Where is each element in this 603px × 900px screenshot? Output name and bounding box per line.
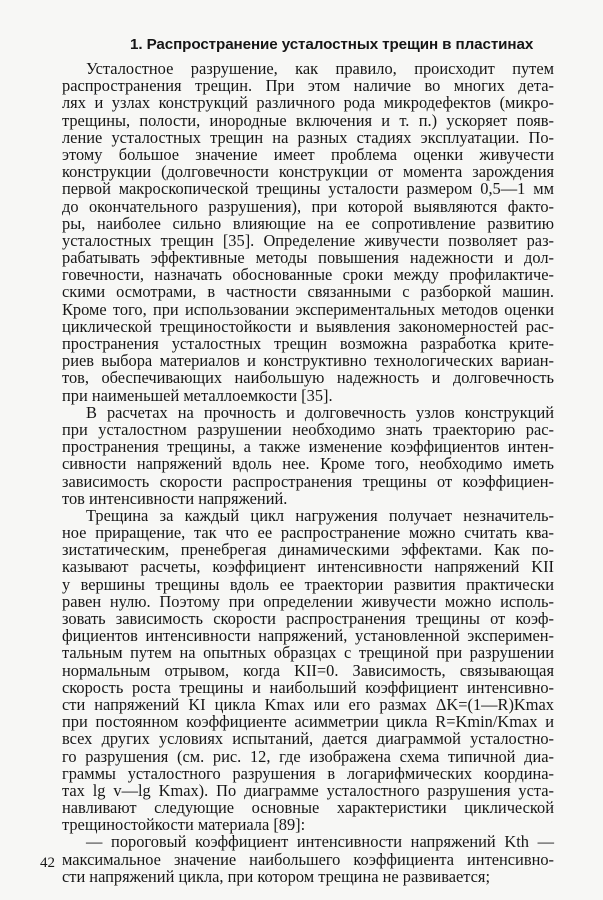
text-line: первой макроскопической трещины усталости размером 0,5—1 мм bbox=[62, 179, 554, 199]
text-line: тальным путем на опытных образцах с трещиной при разрушении bbox=[62, 643, 554, 663]
text-line: В расчетах на прочность и долговечность узлов конструкций bbox=[86, 402, 554, 422]
text-line: граммы усталостного разрушения в логарифмических координа- bbox=[62, 763, 554, 783]
text-line: пространения трещины, а также изменение коэффициентов интен- bbox=[62, 437, 554, 457]
text-line: риев выбора материалов и конструктивно технологических вариан- bbox=[62, 351, 554, 371]
text-line: ление усталостных трещин на разных стадиях эксплуатации. По- bbox=[62, 127, 554, 147]
text-line: при наименьшей металлоемкости [35]. bbox=[62, 385, 333, 405]
text-line: ры, наиболее сильно влияющие на ее сопротивление развитию bbox=[62, 213, 554, 233]
text-line: у вершины трещины вдоль ее траектории развития практически bbox=[62, 574, 554, 594]
text-line: пространения усталостных трещин возможна разработка крите- bbox=[62, 334, 554, 353]
text-line: навливают следующие основные характеристики циклической bbox=[62, 798, 554, 818]
text-line: ное приращение, так что ее распространение можно считать ква- bbox=[62, 523, 554, 543]
text-line: при постоянном коэффициенте асимметрии цикла R=Kmin/Kmax и bbox=[62, 712, 554, 732]
text-line: Кроме того, при использовании экспериментальных методов оценки bbox=[62, 299, 554, 319]
text-line: трещины, полости, инородные включения и т. п.) ускоряет появ- bbox=[62, 110, 554, 130]
paragraph bbox=[62, 507, 554, 834]
text-line: зистатическим, пренебрегая динамическими эффектами. Как по- bbox=[62, 540, 554, 560]
text-line: рабатывать эффективные методы повышения надежности и дол- bbox=[62, 248, 554, 268]
section-heading: 1. Распространение усталостных трещин в пластинах bbox=[130, 36, 534, 53]
text-line: до окончательного разрушения), при которой выявляются факто- bbox=[62, 196, 554, 216]
text-line: лях и узлах конструкций различного рода микродефектов (микро- bbox=[62, 93, 554, 113]
text-line: максимальное значение наибольшего коэффициента интенсивно- bbox=[62, 849, 554, 869]
text-line: равен нулю. Поэтому при определении живучести можно исполь- bbox=[62, 591, 554, 611]
text-line: нормальным отрывом, когда KII=0. Зависимость, связывающая bbox=[62, 660, 554, 680]
text-line: зависимость скорости распространения трещины от коэффициен- bbox=[62, 471, 554, 491]
paragraph bbox=[62, 833, 554, 885]
text-line: фициентов интенсивности напряжений, установленной эксперимен- bbox=[62, 626, 554, 646]
text-line: сти напряжений KI цикла Kmax или его размах ΔK=(1—R)Kmax bbox=[62, 694, 554, 714]
paragraph bbox=[62, 60, 554, 404]
text-line: — пороговый коэффициент интенсивности напряжений Kth — bbox=[86, 832, 554, 852]
text-line: сти напряжений цикла, при котором трещина не развивается; bbox=[62, 866, 491, 886]
text-line: казывают расчеты, коэффициент интенсивности напряжений KII bbox=[62, 557, 554, 577]
text-line: Усталостное разрушение, как правило, происходит путем bbox=[86, 59, 554, 78]
text-line: конструкции (долговечности конструкции от момента зарождения bbox=[62, 162, 554, 182]
text-line: скорость роста трещины и наибольший коэффициент интенсивно- bbox=[62, 677, 554, 697]
text-line: этому большое значение имеет проблема оценки живучести bbox=[62, 144, 554, 164]
text-line: скими осмотрами, в частности связанными с разборкой машин. bbox=[62, 282, 554, 302]
text-line: зовать зависимость скорости распространения трещины от коэф- bbox=[62, 609, 554, 628]
text-line: го разрушения (см. рис. 12, где изображена схема типичной диа- bbox=[62, 746, 554, 766]
text-line: усталостных трещин [35]. Определение живучести позволяет раз- bbox=[62, 230, 554, 250]
body-text bbox=[62, 60, 554, 885]
text-line: всех других условиях испытаний, дается диаграммой усталостно- bbox=[62, 729, 554, 749]
text-line: трещиностойкости материала [89]: bbox=[62, 815, 306, 835]
text-line: распространения трещин. При этом наличие во многих дета- bbox=[62, 76, 554, 96]
text-line: тов интенсивности напряжений. bbox=[62, 488, 288, 508]
text-line: при усталостном разрушении необходимо знать траекторию рас- bbox=[62, 419, 554, 439]
text-line: говечности, назначать обоснованные сроки между профилактиче- bbox=[62, 265, 554, 285]
text-line: Трещина за каждый цикл нагружения получает незначитель- bbox=[86, 505, 554, 525]
text-line: тах lg v—lg Kmax). По диаграмме усталостного разрушения уста- bbox=[62, 780, 554, 800]
text-line: циклической трещиностойкости и выявления закономерностей рас- bbox=[62, 316, 554, 336]
text-line: сивности напряжений вдоль нее. Кроме того, необходимо иметь bbox=[62, 454, 554, 474]
page-number: 42 bbox=[40, 855, 55, 871]
paragraph bbox=[62, 404, 554, 507]
text-line: тов, обеспечивающих наибольшую надежность и долговечность bbox=[62, 368, 554, 388]
